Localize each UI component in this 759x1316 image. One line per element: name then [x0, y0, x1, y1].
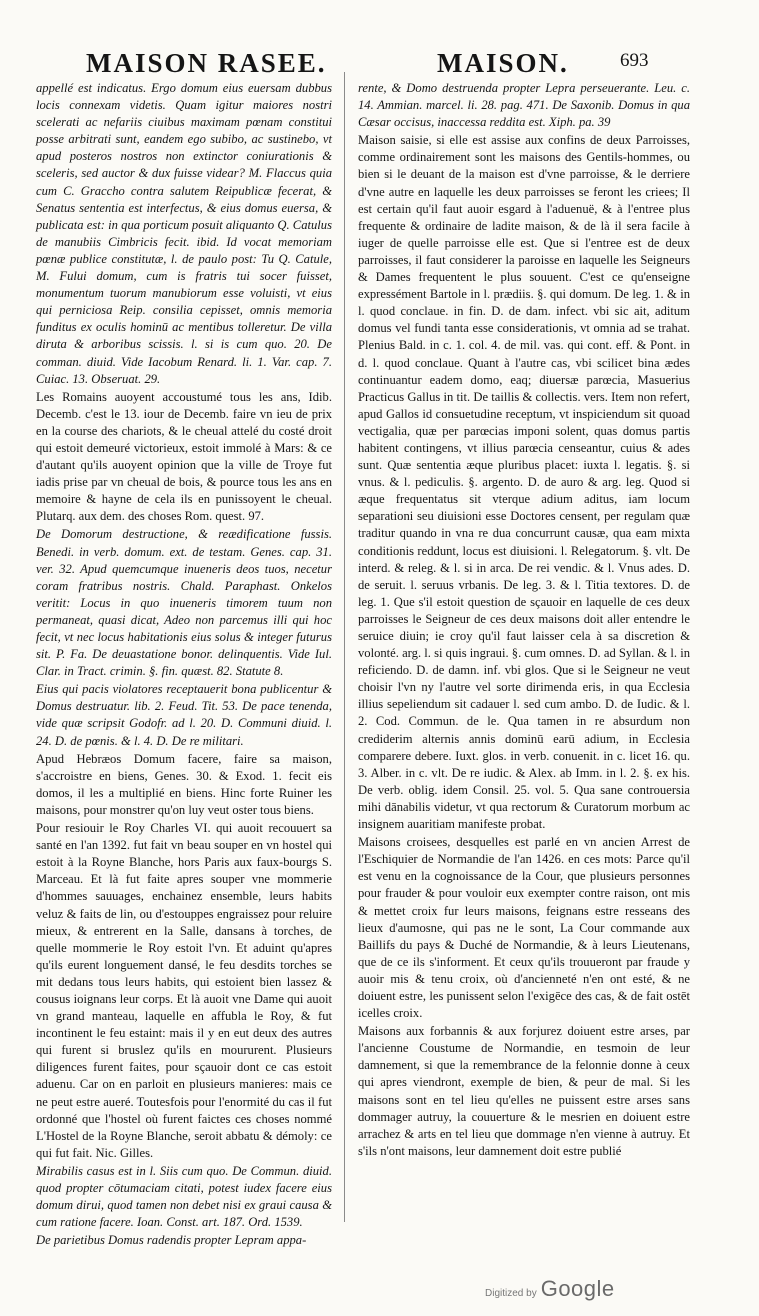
running-head-left: MAISON RASEE. [86, 48, 327, 78]
right-paragraph: rente, & Domo destruenda propter Lepra perseuerante. Leu. c. 14. Ammian. marcel. li. 28. pag. 471. De Saxonib. Domus in qua Cæsar occisus, inaccessa reddita est. Xiph. pa. 39 [358, 81, 690, 130]
right-column [358, 80, 690, 1210]
left-paragraph: De Domorum destructione, & reædificatione fussis. Benedi. in verb. domum. ext. de testam. Genes. cap. 31. ver. 32. Apud quemcumque inueneris deos tuos, necetur coram fratribus nostris. Chald. Paraphast. Onkelos veritit: Locus in quo inueneris timorem tuum non permaneat, quasi dicat, Adeo non parcemus illi qui hoc fecit, vt nec locus habitationis eius solus & integer futurus sit. P. Fa. De deuastatione bonor. delinquentis. Vide Iul. Clar. in Tract. crimin. §. fin. quæst. 82. Statute 8. [36, 527, 332, 679]
running-head-center: MAISON. [437, 48, 569, 78]
digitization-watermark [485, 1276, 615, 1302]
right-paragraph: Maisons croisees, desquelles est parlé en vn ancien Arrest de l'Eschiquier de Normandie de l'an 1426. en ces mots: Parce qu'il est venu en la cognoissance de la Cour, que plusieurs personnes pour frauder & pour vouloir eux exempter contre raison, ont mis & mettet croix fur leurs maisons, feignans estre resseans des lieux d'aumosne, qui pas ne le sont, La Cour commande aux Baillifs du pays & Duché de Normandie, & à leurs Lieutenans, que de ce ils s'informent. Et ceux qu'ils trouueront par fraude y auoir mis & tenu croix, où d'ancienneté n'en ont esté, & ne doiuent estre, les punissent selon l'exigēce des cas, & de fait ostēt icelles croix. [358, 835, 690, 1021]
google-logo: Google [540, 1276, 615, 1301]
left-paragraph: Eius qui pacis violatores receptauerit bona publicentur & Domus destruatur. lib. 2. Feud. Tit. 53. De pace tenenda, vide quæ scripsit Godofr. ad l. 20. D. Communi diuid. l. 24. D. de pœnis. & l. 4. D. De re militari. [36, 682, 332, 748]
left-paragraph: Apud Hebræos Domum facere, faire sa maison, s'accroistre en biens, Genes. 30. & Exod. 1. fecit eis domos, il les a multiplié en biens. Hinc forte Ruiner les maisons, pour monstrer qu'on luy veut oster tous biens. [36, 751, 332, 817]
page-number: 693 [620, 50, 649, 71]
digitized-by-text: Digitized by [485, 1288, 537, 1299]
right-paragraph: Maisons aux forbannis & aux forjurez doiuent estre arses, par l'ancienne Coustume de Normandie, en tesmoin de leur damnement, si que la remembrance de la felonnie donne à ceux qui apres viendront, exemple de bien, & peur de mal. Si les maisons sont en tel lieu qu'elles ne puissent estre arses sans dommager autruy, la couuerture & le mesrien en doiuent estre arrachez & arts en tel lieu que dommage n'en vienne à autruy. Et s'ils n'ont maisons, leur damnement doit estre publié [358, 1024, 690, 1158]
left-column [36, 80, 332, 1248]
left-paragraph: De parietibus Domus radendis propter Lepram appa- [36, 1233, 307, 1248]
left-paragraph: appellé est indicatus. Ergo domum eius euersam dubbus locis connexam videtis. Quam igitur maiores nostri scelerati ac nefariis ciuibus maximam pœnam constitui posse arbitrati sunt, eandem ego subibo, ac sustinebo, vt apud posteros nostros non extinctor coniurationis & sceleris, sed auctor & dux fuisse videar? M. Flaccus quia cum C. Graccho contra salutem Reipublicæ fecerat, & Senatus sententia est interfectus, & eius domus euersa, & publicata est: in qua porticum posuit aliquanto Q. Catulus de manubiis Cimbricis fecit. ibid. Id vocat memoriam pœnæ publice constitutæ, l. de paulo post: Tu Q. Catule, M. Fului domum, cum is fratris tui socer fuisset, monumentum tuorum manubiorum esse voluisti, vt eius qui perniciosa Reip. consilia cepisset, omnis memoria funditus ex oculis hominū ac mentibus tolleretur. De villa diruta & arboribus scissis. l. si is cum quo. 20. De comman. diuid. Vide Iacobum Renard. li. 1. Var. cap. 7. Cuiac. 13. Obseruat. 29. [36, 81, 332, 386]
column-divider [344, 72, 345, 1222]
left-paragraph: Les Romains auoyent accoustumé tous les ans, Idib. Decemb. c'est le 13. iour de Decemb. faire vn ieu de prix en la course des chariots, & le cheual attelé du costé droit qui estoit demeuré victorieux, estoit immolé à Mars: & ce d'autant qu'ils auoyent opinion que la ville de Troye fut iadis prise par vn cheual de bois, & pource tous les ans en memoire & hayne de cela ils en punissoyent le cheual. Plutarq. aux dem. des choses Rom. quest. 97. [36, 389, 332, 524]
left-paragraph: Mirabilis casus est in l. Siis cum quo. De Commun. diuid. quod propter cōtumaciam citati, potest iudex facere eius domum dirui, quod tamen non debet nisi ex graui causa & cum ratione facere. Ioan. Const. art. 187. Ord. 1539. [36, 1163, 332, 1230]
left-paragraph: Pour resiouir le Roy Charles VI. qui auoit recouuert sa santé en l'an 1392. fut fait vn beau souper en vn hostel qui estoit à la Royne Blanche, hors Paris aux faux-bourgs S. Marceau. Et là fut faite apres souper vne mommerie d'hommes sauuages, enchainez ensemble, leurs habits veluz & faits de lin, ou d'estouppes engraissez pour reluire mieux, & entrerent en la Salle, dansans à torches, de quelle mommerie le Roy estoit l'vn. Et aduint qu'apres qu'ils eurent longuement dansé, le feu desdits torches se mit dedans tous leurs habits, qui estoient bien lassez & cousus ioignans leur corps. Et là auoit vne Dame qui auoit vn grand manteau, laquelle en affubla le Roy, & fut incontinent le feu estaint: mais il y en eut deux des autres qui furent si bruslez qu'ils en moururent. Plusieurs diligences furent faites, pour sçauoir dont ce cas estoit aduenu. Car on en parloit en plusieurs manieres: mais ce ne peut estre aueré. Toutesfois pour l'enormité du cas il fut ordonné que l'hostel où furent faictes ces choses nommé L'Hostel de la Royne Blanche, seroit abbatu & démoly: ce qui fut fait. Nic. Gilles. [36, 821, 332, 1160]
right-paragraph: Maison saisie, si elle est assise aux confins de deux Parroisses, comme ordinairement sont les maisons des Gentils-hommes, ou bien si le deuant de la maison est d'vne parroisse, & le derriere d'vne autre en laquelle les deux parroisses se feront les criees; Il est certain qu'il faut auoir esgard à l'aduenuë, & à l'entree plus frequente & ordinaire de ladite maison, & de là il sera facile à iuger de quelle parroisse elle est. Que si l'entree est de deux parroisses, il faut considerer la paroisse en laquelle les Seigneurs & Dames frequentent le plus souuent. C'est ce qu'enseigne expressément Bartole in l. prædiis. §. qui domum. De leg. 1. & in l. quod conclaue. in fin. D. de dam. infect. vbi sic ait, aditum domus vel fundi tanta esse considerationis, vt omnia ad se trahat. Plenius Bald. in c. 1. col. 4. de mil. vas. qui cont. eff. & Pont. in d. l. quod conclaue. Quant à l'autre cas, vbi scilicet bina ædes continuantur eadem domo, eaq; diuersæ parœcia, Masuerius Practicus Gallus in tit. De taillis & collectis. vers. Item non refert, apud Gallos id consuetudine receptum, vt inspiciendum sit quoad vectigalia, quæ per parœcias imponi solent, quas domus partis habitent contingens, vt illius parœcia censeantur, cuius & ades sunt. Quæ sententia æque pluribus placet: iuxta l. legatis. §. si vnus. & l. pediculis. §. argento. D. de auro & arg. leg. Quod si æque frequentatus sit vterque adium aditus, iam locum separationi seu diuisioni esse Doctores censent, per regulam quæ traditur quando in vna re dua concurrunt causæ, qua eam mixta conditionis reddunt, locus est diuisioni. l. Relegatorum. §. vlt. De interd. & releg. & l. si in arca. De rei vendic. & l. Vnus ades. D. de seruit. l. seruus vrbanis. De leg. 3. & l. Titia textores. D. de leg. 1. Que s'il estoit question de sçauoir en laquelle de ces deux parroisses le Seigneur de ces deux maisons doit aller entendre le seruice diuin; ie croy qu'il faut laisser cela à sa discretion & volonté. arg. l. si quis ingraui. §. cum omnes. D. ad Syllan. & l. in reficiendo. D. de damn. inf. vbi glos. Que si le Seigneur ne veut choisir l'vn ny l'autre vel sorte dirimenda eris, in qua Ecclesia illius sepeliendum sit cadauer l. sed cum ambo. D. de Iudic. & l. 2. Cod. Commun. de le. Qua tamen in re absurdum non crediderim alternis annis dominū earū adium, in Ecclesia comparere debere. Iuxt. glos. in verb. conuenit. in c. licet 16. qu. 3. Alber. in c. vlt. De re iudic. & Alex. ab Imm. in l. 2. §. ex his. De verb. oblig. idem Consil. 25. vol. 5. Qua sane controuersia mihi dānabilis videtur, vt qua rectorum & Curatorum morbum ac insignem auaritiam manifeste probat. [358, 133, 690, 832]
